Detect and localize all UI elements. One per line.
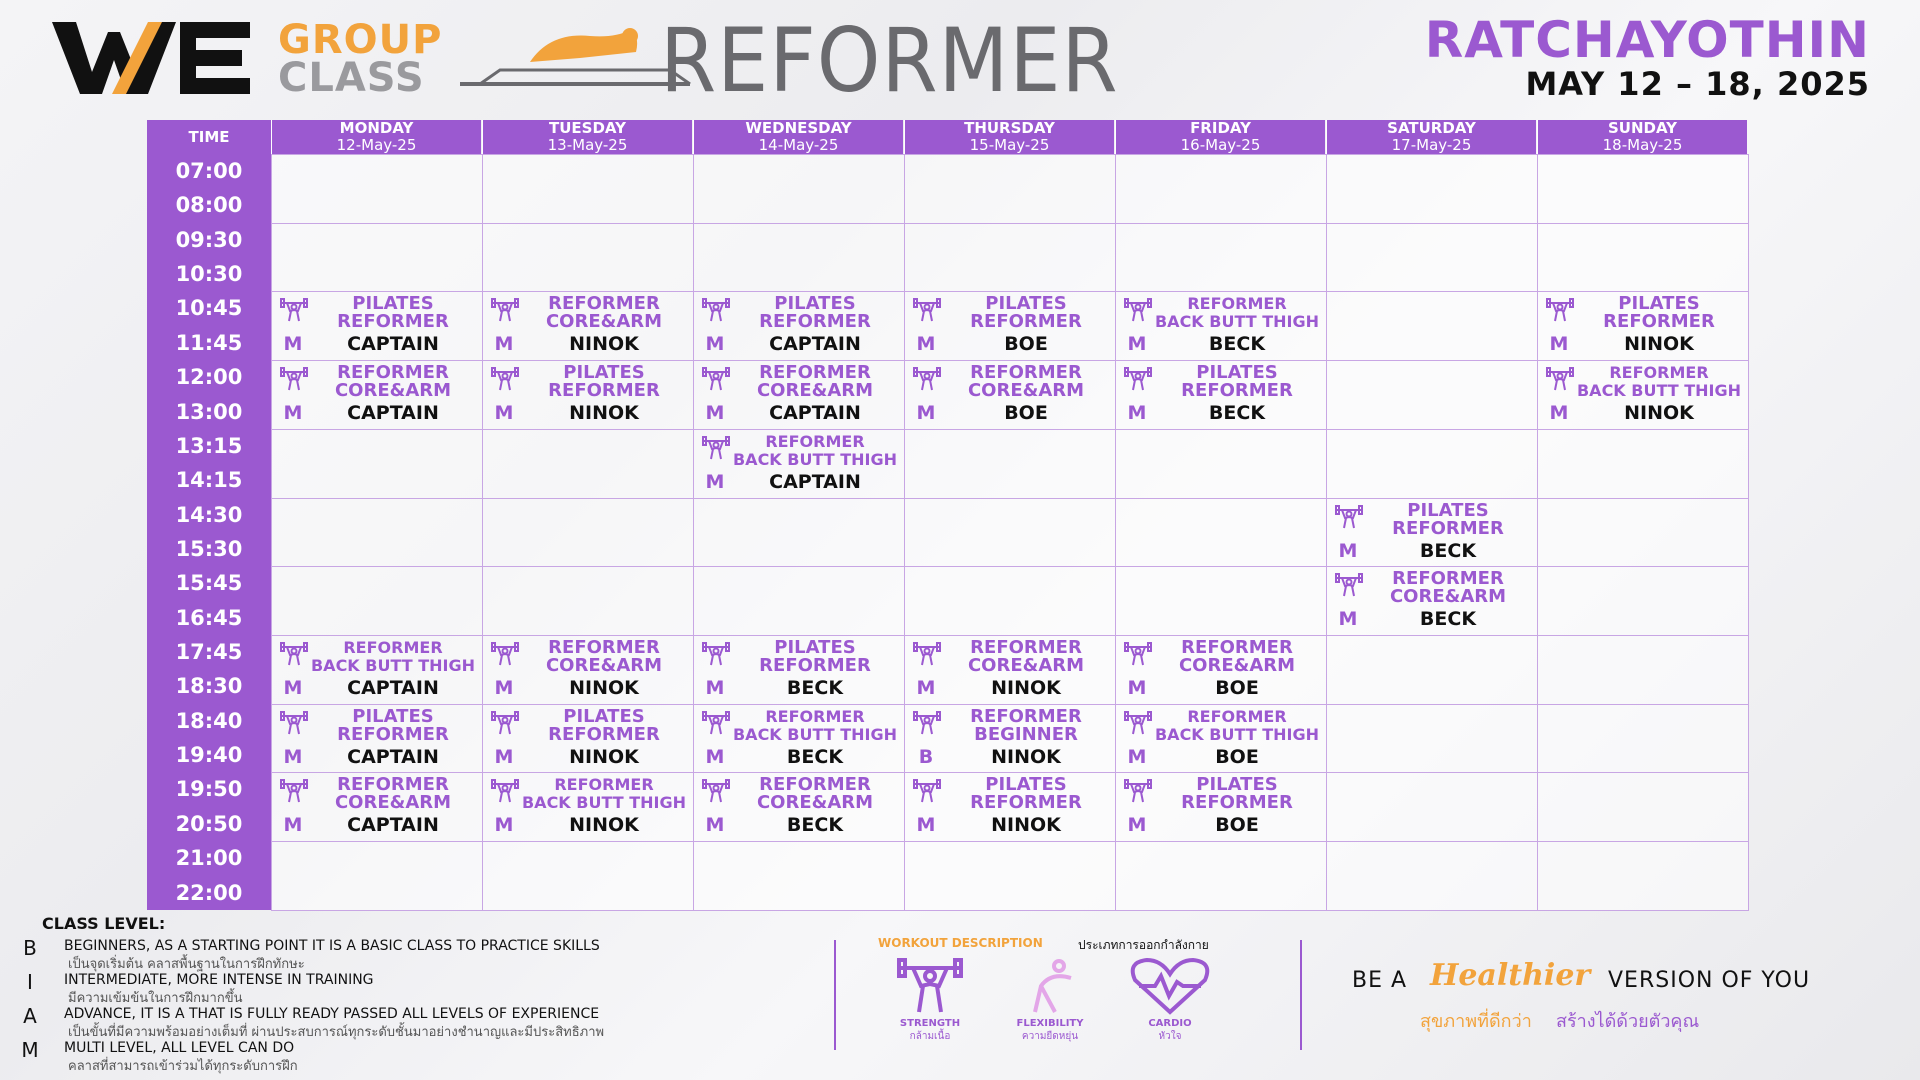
- row-divider: [271, 429, 1749, 430]
- row-divider: [271, 841, 1749, 842]
- instructor-name: CAPTAIN: [347, 333, 439, 356]
- class-level-row: [18, 1004, 818, 1038]
- class-level-title: CLASS LEVEL:: [42, 914, 166, 933]
- class-name-line1: REFORMER: [554, 775, 654, 795]
- instructor-name: BOE: [1004, 333, 1048, 356]
- class-level: M: [1338, 608, 1358, 631]
- class-name-line1: REFORMER: [337, 362, 449, 384]
- branch-title: RATCHAYOTHIN: [1424, 11, 1870, 69]
- instructor-name: NINOK: [991, 677, 1061, 700]
- slogan-thai-2: สร้างได้ด้วยตัวคุณ: [1556, 1011, 1700, 1032]
- class-level: M: [705, 333, 725, 356]
- instructor-name: CAPTAIN: [769, 402, 861, 425]
- workout-description-title-th: ประเภทการออกกำลังกาย: [1078, 938, 1209, 952]
- class-level: M: [283, 402, 303, 425]
- class-name-line2: REFORMER: [1181, 380, 1293, 402]
- instructor-name: CAPTAIN: [769, 470, 861, 493]
- column-divider: [1537, 154, 1538, 910]
- instructor-name: BECK: [1208, 333, 1266, 356]
- level-description: ADVANCE, IT IS A THAT IS FULLY READY PASSED ALL LEVELS OF EXPERIENCE: [64, 1006, 600, 1022]
- class-level: M: [283, 814, 303, 837]
- class-level: M: [916, 814, 936, 837]
- class-level: M: [494, 333, 514, 356]
- class-name-line2: BACK BUTT THIGH: [732, 724, 898, 744]
- time-label: 10:30: [175, 262, 243, 287]
- class-level: M: [494, 402, 514, 425]
- class-name-line2: REFORMER: [1392, 517, 1504, 539]
- class-entry[interactable]: [693, 772, 903, 840]
- instructor-name: BECK: [786, 814, 844, 837]
- level-description: MULTI LEVEL, ALL LEVEL CAN DO: [64, 1040, 295, 1056]
- class-level: M: [916, 402, 936, 425]
- level-description: INTERMEDIATE, MORE INTENSE IN TRAINING: [64, 972, 374, 988]
- class-name-line1: PILATES: [352, 293, 434, 315]
- day-name: MONDAY: [339, 119, 414, 137]
- class-name-line2: CORE&ARM: [545, 311, 663, 333]
- time-label: 09:30: [175, 227, 243, 252]
- instructor-name: BECK: [1419, 539, 1477, 562]
- instructor-name: NINOK: [569, 402, 639, 425]
- class-entry[interactable]: [1326, 566, 1536, 634]
- class-entry[interactable]: [693, 429, 903, 497]
- class-name-line1: PILATES: [985, 293, 1067, 315]
- time-label: 20:50: [175, 811, 243, 836]
- day-header-sunday: [1537, 120, 1747, 154]
- logo-class-text: CLASS: [278, 55, 425, 101]
- class-name-line2: BACK BUTT THIGH: [310, 656, 476, 676]
- class-entry[interactable]: [693, 291, 903, 359]
- class-name-line1: PILATES: [563, 362, 645, 384]
- time-label: 17:45: [175, 640, 243, 665]
- day-header-tuesday: [482, 120, 692, 154]
- workout-label-th: ความยืดหยุ่น: [1021, 1031, 1079, 1042]
- instructor-name: NINOK: [991, 814, 1061, 837]
- instructor-name: BECK: [786, 745, 844, 768]
- instructor-name: NINOK: [1624, 333, 1694, 356]
- class-name-line1: REFORMER: [1187, 294, 1287, 314]
- workout-item: [990, 956, 1110, 1056]
- level-letter: M: [21, 1038, 39, 1062]
- instructor-name: NINOK: [569, 814, 639, 837]
- class-level: M: [916, 677, 936, 700]
- class-name-line1: REFORMER: [765, 706, 865, 726]
- class-entry[interactable]: [271, 704, 481, 772]
- time-label: 08:00: [175, 193, 243, 218]
- level-description-th: เป็นจุดเริ่มต้น คลาสพื้นฐานในการฝึกทักษะ: [68, 957, 305, 972]
- class-name-line1: PILATES: [563, 705, 645, 727]
- workout-label: STRENGTH: [899, 1018, 961, 1029]
- class-level: M: [283, 677, 303, 700]
- class-entry[interactable]: [1115, 772, 1325, 840]
- day-date: 17-May-25: [1391, 136, 1472, 154]
- class-name-line2: REFORMER: [337, 723, 449, 745]
- class-name-line1: PILATES: [774, 637, 856, 659]
- class-name-line2: CORE&ARM: [1389, 586, 1507, 608]
- class-entry[interactable]: [271, 772, 481, 840]
- footer-divider: [1300, 940, 1302, 1050]
- class-entry[interactable]: [1326, 498, 1536, 566]
- class-name-line1: REFORMER: [343, 638, 443, 658]
- instructor-name: BECK: [786, 677, 844, 700]
- class-name-line1: REFORMER: [970, 362, 1082, 384]
- class-entry[interactable]: [482, 635, 692, 703]
- class-name-line1: REFORMER: [1181, 637, 1293, 659]
- class-name-line2: CORE&ARM: [756, 380, 874, 402]
- time-label: 10:45: [175, 296, 243, 321]
- class-entry[interactable]: [1537, 360, 1747, 428]
- level-letter: B: [23, 936, 37, 960]
- workout-description-title: WORKOUT DESCRIPTION: [878, 936, 1043, 950]
- instructor-name: NINOK: [569, 745, 639, 768]
- class-name-line2: REFORMER: [759, 655, 871, 677]
- class-name-line2: BACK BUTT THIGH: [1154, 312, 1320, 332]
- day-date: 13-May-25: [547, 136, 628, 154]
- instructor-name: CAPTAIN: [347, 402, 439, 425]
- class-level: M: [1127, 333, 1147, 356]
- class-entry[interactable]: [693, 635, 903, 703]
- class-name-line1: REFORMER: [759, 362, 871, 384]
- level-letter: A: [23, 1004, 37, 1028]
- class-level: M: [283, 333, 303, 356]
- time-label: 21:00: [175, 846, 243, 871]
- footer: [0, 910, 1920, 1080]
- level-description-th: มีความเข้มข้นในการฝึกมากขึ้น: [68, 991, 243, 1006]
- day-name: THURSDAY: [964, 119, 1055, 137]
- slogan-healthier: Healthier: [1430, 958, 1591, 993]
- class-entry[interactable]: [1115, 635, 1325, 703]
- time-label: 16:45: [175, 605, 243, 630]
- time-label: 15:30: [175, 536, 243, 561]
- class-entry[interactable]: [693, 704, 903, 772]
- class-name-line1: REFORMER: [970, 705, 1082, 727]
- workout-label-th: กล้ามเนื้อ: [909, 1031, 951, 1042]
- strength-icon: [870, 956, 990, 1016]
- class-level: M: [705, 677, 725, 700]
- class-entry[interactable]: [904, 635, 1114, 703]
- class-name-line1: PILATES: [985, 774, 1067, 796]
- class-name-line1: PILATES: [1407, 499, 1489, 521]
- class-level: M: [283, 745, 303, 768]
- time-label: 13:00: [175, 399, 243, 424]
- day-date: 12-May-25: [336, 136, 417, 154]
- class-name-line2: CORE&ARM: [545, 655, 663, 677]
- class-entry[interactable]: [904, 772, 1114, 840]
- instructor-name: BECK: [1208, 402, 1266, 425]
- class-level: M: [916, 333, 936, 356]
- instructor-name: CAPTAIN: [769, 333, 861, 356]
- class-name-line1: REFORMER: [1392, 568, 1504, 590]
- time-label: 18:30: [175, 674, 243, 699]
- class-name-line2: REFORMER: [548, 380, 660, 402]
- class-level-row: [18, 936, 818, 970]
- class-name-line1: REFORMER: [337, 774, 449, 796]
- class-name-line2: BACK BUTT THIGH: [521, 793, 687, 813]
- time-header: TIME: [188, 128, 230, 146]
- day-name: SUNDAY: [1607, 119, 1678, 137]
- workout-label: CARDIO: [1148, 1018, 1192, 1029]
- class-name-line2: CORE&ARM: [967, 655, 1085, 677]
- class-entry[interactable]: [693, 360, 903, 428]
- class-entry[interactable]: [1115, 704, 1325, 772]
- instructor-name: NINOK: [569, 677, 639, 700]
- instructor-name: CAPTAIN: [347, 814, 439, 837]
- instructor-name: NINOK: [1624, 402, 1694, 425]
- class-level: M: [1127, 745, 1147, 768]
- time-label: 11:45: [175, 330, 243, 355]
- class-name-line2: REFORMER: [970, 792, 1082, 814]
- class-name-line2: REFORMER: [1603, 311, 1715, 333]
- day-date: 18-May-25: [1602, 136, 1683, 154]
- class-entry[interactable]: [904, 360, 1114, 428]
- time-label: 15:45: [175, 571, 243, 596]
- class-entry[interactable]: [271, 291, 481, 359]
- date-range: MAY 12 – 18, 2025: [1525, 65, 1870, 103]
- class-name-line1: REFORMER: [1187, 706, 1287, 726]
- row-divider: [271, 154, 1749, 155]
- level-description-th: เป็นขั้นที่มีความพร้อมอย่างเต็มที่ ผ่านประสบการณ์ทุกระดับชั้นมาอย่างชำนาญและมีประสิทธิภาพ: [68, 1025, 605, 1040]
- header: [0, 0, 1920, 115]
- class-name-line1: REFORMER: [548, 293, 660, 315]
- class-entry[interactable]: [904, 291, 1114, 359]
- class-entry[interactable]: [904, 704, 1114, 772]
- class-level: M: [705, 402, 725, 425]
- class-entry[interactable]: [482, 360, 692, 428]
- class-level: B: [918, 745, 934, 768]
- workout-item: [1110, 956, 1230, 1056]
- time-label: 12:00: [175, 365, 243, 390]
- class-level-row: [18, 1038, 818, 1072]
- workout-item: [870, 956, 990, 1056]
- class-name-line2: REFORMER: [337, 311, 449, 333]
- class-entry[interactable]: [1537, 291, 1747, 359]
- class-name-line2: CORE&ARM: [334, 792, 452, 814]
- instructor-name: BECK: [1419, 608, 1477, 631]
- logo-reformer-text: REFORMER: [660, 9, 1119, 112]
- class-level: M: [1549, 402, 1569, 425]
- class-level: M: [1338, 539, 1358, 562]
- day-header-monday: [271, 120, 481, 154]
- class-level: M: [494, 814, 514, 837]
- class-name-line2: CORE&ARM: [1178, 655, 1296, 677]
- class-entry[interactable]: [1115, 360, 1325, 428]
- class-name-line1: PILATES: [1196, 774, 1278, 796]
- time-label: 18:40: [175, 708, 243, 733]
- instructor-name: CAPTAIN: [347, 677, 439, 700]
- day-name: WEDNESDAY: [745, 119, 852, 137]
- instructor-name: NINOK: [991, 745, 1061, 768]
- class-name-line2: REFORMER: [970, 311, 1082, 333]
- class-entry[interactable]: [482, 704, 692, 772]
- day-name: SATURDAY: [1387, 119, 1476, 137]
- column-divider: [1748, 154, 1749, 910]
- class-level: M: [494, 677, 514, 700]
- logo-group-text: GROUP: [278, 17, 443, 63]
- level-description: BEGINNERS, AS A STARTING POINT IT IS A BASIC CLASS TO PRACTICE SKILLS: [64, 938, 600, 954]
- time-label: 19:50: [175, 777, 243, 802]
- class-name-line2: BACK BUTT THIGH: [1154, 724, 1320, 744]
- day-header-thursday: [904, 120, 1114, 154]
- class-entry[interactable]: [482, 772, 692, 840]
- class-name-line2: BACK BUTT THIGH: [1576, 381, 1742, 401]
- class-name-line2: BEGINNER: [974, 723, 1078, 745]
- class-name-line1: REFORMER: [1609, 363, 1709, 383]
- class-level: M: [705, 745, 725, 768]
- slogan-thai-1: สุขภาพที่ดีกว่า: [1420, 1011, 1532, 1032]
- workout-label-th: หัวใจ: [1158, 1031, 1182, 1042]
- flexibility-icon: [990, 956, 1110, 1016]
- instructor-name: NINOK: [569, 333, 639, 356]
- day-header-wednesday: [693, 120, 903, 154]
- class-name-line2: REFORMER: [1181, 792, 1293, 814]
- slogan-prefix: BE A: [1352, 968, 1408, 993]
- day-header-friday: [1115, 120, 1325, 154]
- class-name-line1: PILATES: [352, 705, 434, 727]
- class-entry[interactable]: [271, 360, 481, 428]
- instructor-name: BOE: [1215, 745, 1259, 768]
- level-letter: I: [27, 970, 33, 994]
- instructor-name: BOE: [1215, 677, 1259, 700]
- instructor-name: BOE: [1215, 814, 1259, 837]
- time-label: 22:00: [175, 880, 243, 905]
- class-name-line1: PILATES: [1196, 362, 1278, 384]
- time-label: 13:15: [175, 433, 243, 458]
- class-name-line1: PILATES: [774, 293, 856, 315]
- class-entry[interactable]: [271, 635, 481, 703]
- we-logo: [52, 22, 252, 94]
- cardio-icon: [1110, 956, 1230, 1016]
- time-label: 07:00: [175, 159, 243, 183]
- class-level: M: [1127, 402, 1147, 425]
- class-entry[interactable]: [482, 291, 692, 359]
- day-date: 15-May-25: [969, 136, 1050, 154]
- level-description-th: คลาสที่สามารถเข้าร่วมได้ทุกระดับการฝึก: [68, 1059, 298, 1074]
- workout-label: FLEXIBILITY: [1016, 1018, 1084, 1029]
- class-level: M: [1127, 814, 1147, 837]
- instructor-name: CAPTAIN: [347, 745, 439, 768]
- time-label: 14:15: [175, 468, 243, 493]
- class-name-line1: REFORMER: [970, 637, 1082, 659]
- class-level: M: [705, 814, 725, 837]
- day-name: TUESDAY: [549, 119, 626, 137]
- instructor-name: BOE: [1004, 402, 1048, 425]
- class-level: M: [1549, 333, 1569, 356]
- class-level-row: [18, 970, 818, 1004]
- class-name-line2: CORE&ARM: [334, 380, 452, 402]
- slogan-suffix: VERSION OF YOU: [1608, 968, 1811, 993]
- class-level: M: [705, 470, 725, 493]
- day-name: FRIDAY: [1190, 119, 1251, 137]
- time-label: 14:30: [175, 502, 243, 527]
- day-header-saturday: [1326, 120, 1536, 154]
- day-date: 16-May-25: [1180, 136, 1261, 154]
- schedule-grid: [147, 120, 1749, 910]
- class-level: M: [494, 745, 514, 768]
- class-name-line2: REFORMER: [548, 723, 660, 745]
- class-name-line2: BACK BUTT THIGH: [732, 449, 898, 469]
- class-name-line2: CORE&ARM: [967, 380, 1085, 402]
- class-level: M: [1127, 677, 1147, 700]
- class-name-line2: REFORMER: [759, 311, 871, 333]
- class-name-line1: REFORMER: [765, 431, 865, 451]
- day-date: 14-May-25: [758, 136, 839, 154]
- class-name-line2: CORE&ARM: [756, 792, 874, 814]
- class-name-line1: REFORMER: [548, 637, 660, 659]
- row-divider: [271, 223, 1749, 224]
- footer-divider: [834, 940, 836, 1050]
- class-entry[interactable]: [1115, 291, 1325, 359]
- class-name-line1: REFORMER: [759, 774, 871, 796]
- time-label: 19:40: [175, 743, 243, 768]
- class-name-line1: PILATES: [1618, 293, 1700, 315]
